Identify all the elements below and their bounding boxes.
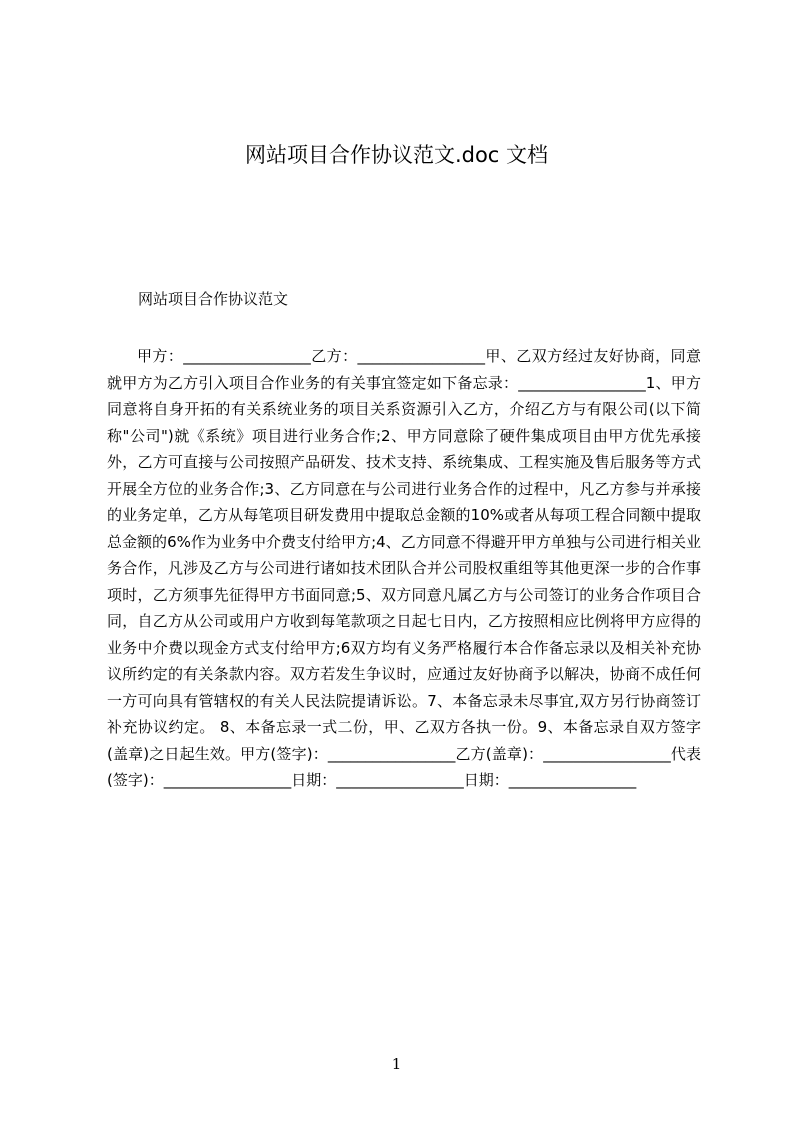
section-heading: 网站项目合作协议范文 — [138, 290, 289, 308]
page-number: 1 — [391, 1055, 402, 1073]
document-title: 网站项目合作协议范文.doc 文档 — [244, 143, 549, 167]
agreement-body: 甲方：_________________乙方：_________________甲、乙双方经过友好协商，同意就甲方为乙方引入项目合作业务的有关事宜签定如下备忘录：_________________1、甲方同意将自身开拓的有关系统业务的项目关系资源引入乙方，介绍乙方与有限公司(以下简称"公司")就《系统》项目进行业务合作;2、甲方同意除了硬件集成项目由甲方优先承接外，乙方可直接与公司按照产品研发、技术支持、系统集成、工程实施及售后服务等方式开展全方位的业务合作;3、乙方同意在与公司进行业务合作的过程中，凡乙方参与并承接的业务定单，乙方从每笔项目研发费用中提取总金额的10%或者从每项工程合同额中提取总金额的6%作为业务中介费支付给甲方;4、乙方同意不得避开甲方单独与公司进行相关业务合作，凡涉及乙方与公司进行诸如技术团队合并公司股权重组等其他更深一步的合作事项时，乙方须事先征得甲方书面同意;5、双方同意凡属乙方与公司签订的业务合作项目合同，自乙方从公司或用户方收到每笔款项之日起七日内，乙方按照相应比例将甲方应得的业务中介费以现金方式支付给甲方;6双方均有义务严格履行本合作备忘录以及相关补充协议所约定的有关条款内容。双方若发生争议时，应通过友好协商予以解决，协商不成任何一方可向具有管辖权的有关人民法院提请诉讼。7、本备忘录未尽事宜,双方另行协商签订补充协议约定。 8、本备忘录一式二份，甲、乙双方各执一份。9、本备忘录自双方签字(盖章)之日起生效。甲方(签字)：_________________乙方(盖章)：_________________代表(签字)：_________________日期：_________________日期：_________________ — [107, 347, 701, 789]
